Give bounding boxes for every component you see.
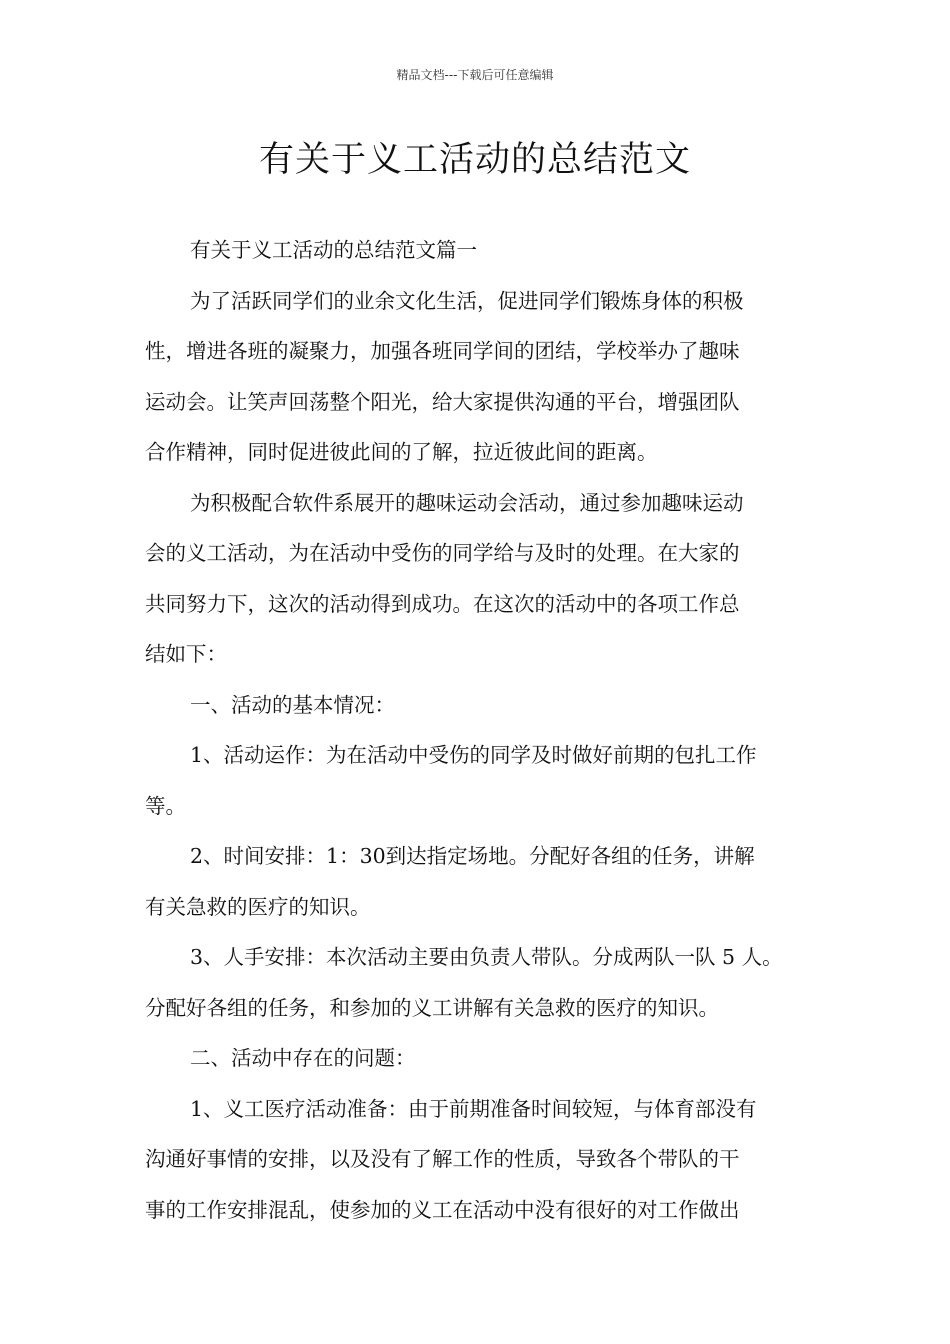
- text-line: 二、活动中存在的问题：: [190, 1046, 416, 1070]
- text-line: 有关急救的医疗的知识。: [145, 894, 371, 919]
- text-line: 为了活跃同学们的业余文化生活，促进同学们锻炼身体的积极: [190, 288, 744, 313]
- text-line: 等。: [145, 793, 186, 818]
- text-line: 3、人手安排：本次活动主要由负责人带队。分成两队一队 5 人。: [190, 945, 783, 969]
- text-line: 会的义工活动，为在活动中受伤的同学给与及时的处理。在大家的: [145, 541, 740, 565]
- document-body: [145, 225, 810, 1235]
- text-line: 共同努力下，这次的活动得到成功。在这次的活动中的各项工作总: [145, 591, 740, 616]
- text-line: 1、活动运作：为在活动中受伤的同学及时做好前期的包扎工作: [190, 743, 757, 767]
- text-line: 合作精神，同时促进彼此间的了解，拉近彼此间的距离。: [145, 440, 658, 464]
- text-line: 有关于义工活动的总结范文篇一: [190, 238, 477, 262]
- text-line: 沟通好事情的安排，以及没有了解工作的性质，导致各个带队的干: [145, 1147, 740, 1171]
- document-title: 有关于义工活动的总结范文: [258, 140, 691, 180]
- text-line: 事的工作安排混乱，使参加的义工在活动中没有很好的对工作做出: [145, 1197, 740, 1222]
- page-header: 精品文档---下载后可任意编辑: [396, 68, 554, 82]
- text-line: 1、义工医疗活动准备：由于前期准备时间较短，与体育部没有: [190, 1096, 757, 1121]
- text-line: 2、时间安排：1：30到达指定场地。分配好各组的任务，讲解: [190, 844, 755, 868]
- text-line: 分配好各组的任务，和参加的义工讲解有关急救的医疗的知识。: [145, 995, 719, 1020]
- text-line: 性，增进各班的凝聚力，加强各班同学间的团结，学校举办了趣味: [145, 339, 740, 363]
- text-line: 运动会。让笑声回荡整个阳光，给大家提供沟通的平台，增强团队: [145, 389, 740, 414]
- text-line: 为积极配合软件系展开的趣味运动会活动，通过参加趣味运动: [190, 490, 744, 515]
- text-line: 结如下：: [145, 642, 227, 666]
- text-line: 一、活动的基本情况：: [190, 692, 395, 717]
